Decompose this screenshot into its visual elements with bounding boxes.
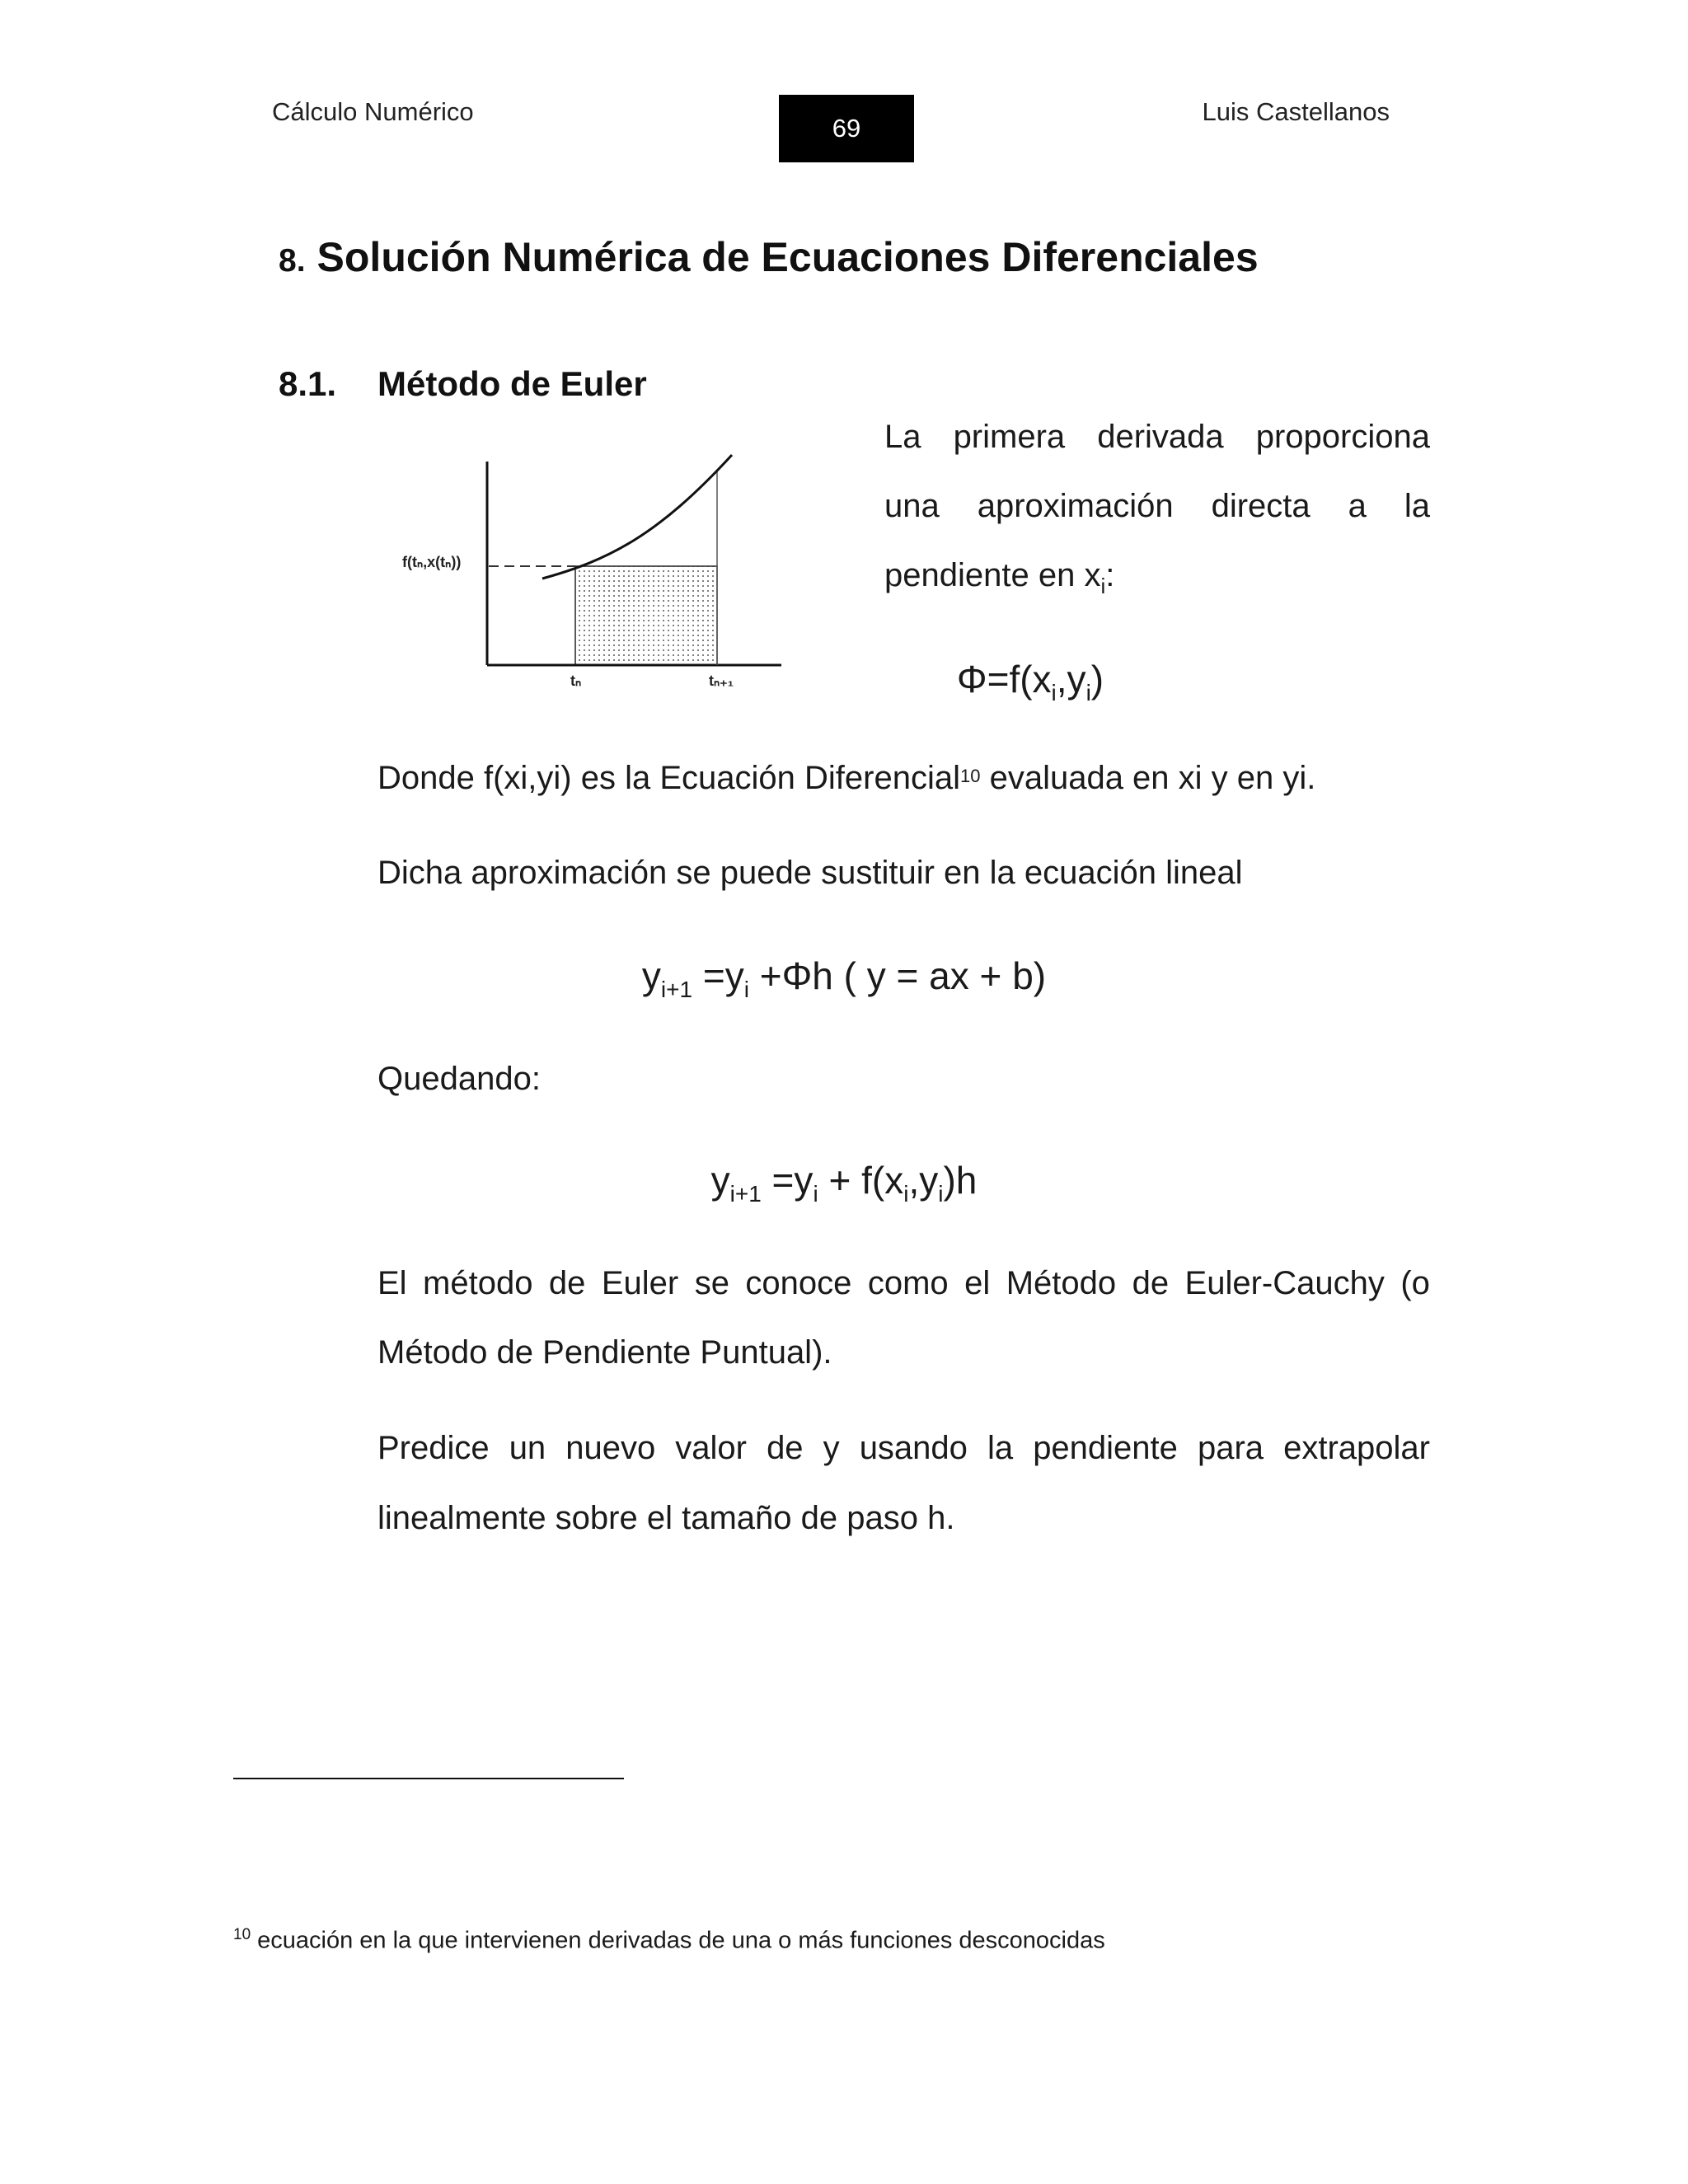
solution-curve <box>542 455 732 579</box>
y-axis-label: f(tₙ,x(tₙ)) <box>402 554 462 570</box>
section-heading <box>279 233 1259 281</box>
euler-figure <box>394 445 790 701</box>
side-text-line-2: una aproximación directa a la <box>884 488 1430 524</box>
side-text-line-1: La primera derivada proporciona <box>884 419 1430 455</box>
paragraph-predice-line-2: linealmente sobre el tamaño de paso h. <box>377 1500 955 1536</box>
section-number: 8. <box>279 243 306 279</box>
paragraph-definition: Donde f(xi,yi) es la Ecuación Diferencial$^{10}$ evaluada en xi y en yi. <box>377 760 1316 796</box>
footnote <box>233 1926 1105 1955</box>
euler-diagram <box>394 445 790 701</box>
footnote-divider <box>233 1778 624 1779</box>
equation-phi: $\Phi=f(x_i,y_i)$ <box>956 658 1104 706</box>
footnote-mark: 10 <box>233 1926 251 1943</box>
tick-tn1: tₙ₊₁ <box>709 673 734 689</box>
paragraph-predice-line-1: Predice un nuevo valor de y usando la pendiente para extrapolar <box>377 1430 1430 1466</box>
paragraph-substitution: Dicha aproximación se puede sustituir en la ecuación lineal <box>377 855 1243 891</box>
tick-tn: tₙ <box>570 673 582 689</box>
side-text-line-3: pendiente en $x_i$: <box>884 557 1115 598</box>
footnote-reference[interactable]: 10 <box>959 765 981 786</box>
equation-linear: $y_{i+1} =y_i +\Phi h$ ( y = ax + b) <box>641 954 1047 1003</box>
shaded-area <box>575 566 717 665</box>
header-left-title: Cálculo Numérico <box>272 97 474 126</box>
page-number: 69 <box>779 95 914 162</box>
footnote-text: ecuación en la que intervienen derivadas de una o más funciones desconocidas <box>257 1927 1105 1954</box>
section-title: Solución Numérica de Ecuaciones Diferenciales <box>316 234 1259 280</box>
header-right-author: Luis Castellanos <box>1202 97 1390 126</box>
paragraph-quedando: Quedando: <box>377 1061 541 1097</box>
paragraph-euler-cauchy-line-2: Método de Pendiente Puntual). <box>377 1334 832 1371</box>
subsection-number: 8.1. <box>279 364 337 403</box>
equation-euler: $y_{i+1} =y_i + f(x_i,y_i)h$ <box>710 1159 978 1207</box>
paragraph-euler-cauchy-line-1: El método de Euler se conoce como el Método de Euler-Cauchy (o <box>377 1265 1430 1301</box>
subsection-title: Método de Euler <box>377 364 647 403</box>
